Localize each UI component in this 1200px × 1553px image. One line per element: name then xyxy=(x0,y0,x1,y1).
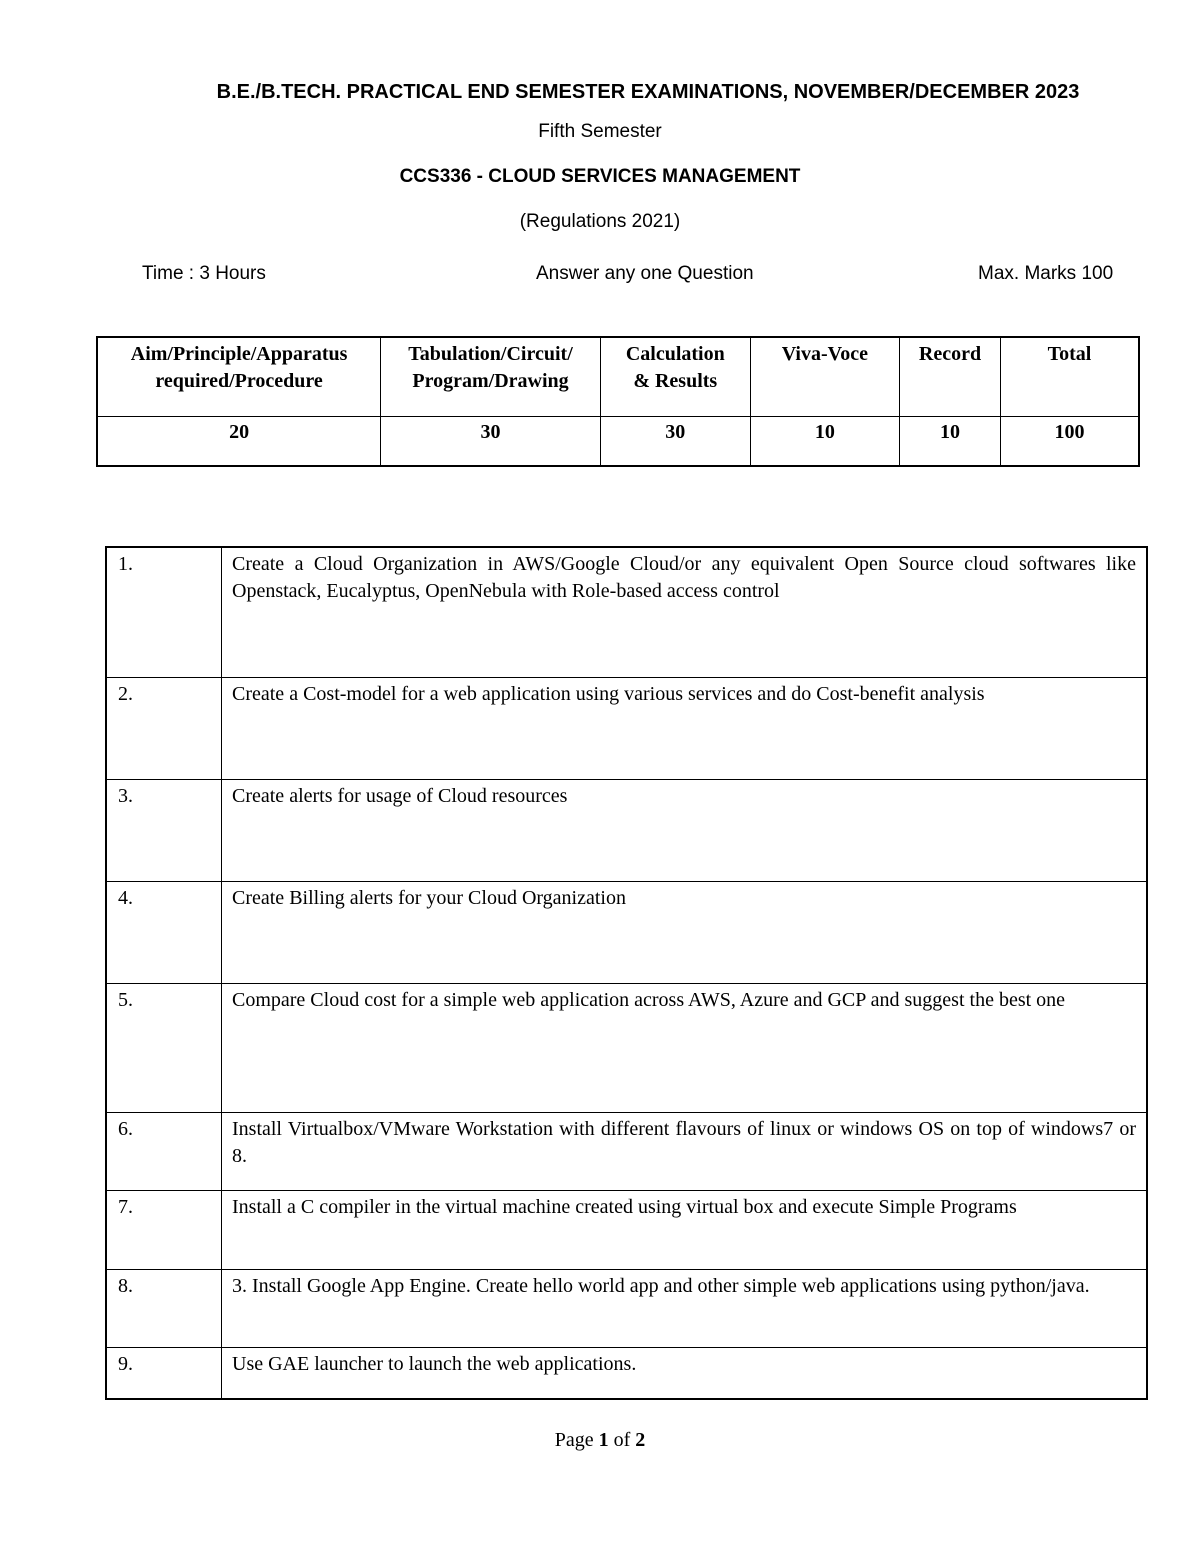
question-text: Use GAE launcher to launch the web applications. xyxy=(222,1347,1148,1399)
marks-value-cell: 10 xyxy=(750,417,899,467)
page-word: Page xyxy=(554,1429,594,1451)
marks-header-cell: Total xyxy=(1000,337,1139,417)
question-number: 9. xyxy=(106,1347,222,1399)
marks-header-cell: Viva-Voce xyxy=(750,337,899,417)
question-number: 1. xyxy=(106,547,222,677)
marks-header-cell: Tabulation/Circuit/ Program/Drawing xyxy=(381,337,601,417)
question-row xyxy=(106,547,1147,677)
total-page-number: 2 xyxy=(635,1429,646,1451)
question-row xyxy=(106,779,1147,881)
question-row xyxy=(106,881,1147,983)
question-number: 4. xyxy=(106,881,222,983)
current-page-number: 1 xyxy=(598,1429,609,1451)
marks-table-values-row xyxy=(97,417,1139,467)
max-marks-label: Max. Marks 100 xyxy=(978,263,1114,284)
question-row xyxy=(106,1269,1147,1347)
exam-title: B.E./B.TECH. PRACTICAL END SEMESTER EXAMINATIONS, NOVEMBER/DECEMBER 2023 xyxy=(216,81,1080,103)
question-row xyxy=(106,1347,1147,1399)
question-text: Install Virtualbox/VMware Workstation with different flavours of linux or windows OS on top of windows7 or 8. xyxy=(222,1112,1148,1190)
question-number: 8. xyxy=(106,1269,222,1347)
marks-value-cell: 30 xyxy=(600,417,750,467)
question-row xyxy=(106,983,1147,1112)
question-text: Create a Cost-model for a web application using various services and do Cost-benefit analysis xyxy=(222,677,1148,779)
question-text: Install a C compiler in the virtual machine created using virtual box and execute Simple Programs xyxy=(222,1190,1148,1269)
marks-header-cell: Calculation & Results xyxy=(600,337,750,417)
marks-value-cell: 10 xyxy=(900,417,1001,467)
course-title: CCS336 - CLOUD SERVICES MANAGEMENT xyxy=(399,166,801,187)
page-footer xyxy=(0,1429,1200,1452)
question-text: Compare Cloud cost for a simple web application across AWS, Azure and GCP and suggest the best one xyxy=(222,983,1148,1112)
question-number: 5. xyxy=(106,983,222,1112)
question-text: Create alerts for usage of Cloud resources xyxy=(222,779,1148,881)
question-row xyxy=(106,1112,1147,1190)
marks-distribution-table xyxy=(96,336,1140,467)
time-label: Time : 3 Hours xyxy=(142,263,266,284)
questions-table xyxy=(105,546,1148,1400)
marks-value-cell: 100 xyxy=(1000,417,1139,467)
marks-value-cell: 20 xyxy=(97,417,381,467)
question-text: 3. Install Google App Engine. Create hello world app and other simple web applications using python/java. xyxy=(222,1269,1148,1347)
marks-table-header-row xyxy=(97,337,1139,417)
question-text: Create a Cloud Organization in AWS/Google Cloud/or any equivalent Open Source cloud softwares like Openstack, Eucalyptus, OpenNebula with Role-based access control xyxy=(222,547,1148,677)
instruction-label: Answer any one Question xyxy=(536,263,754,284)
semester-label: Fifth Semester xyxy=(538,121,662,142)
question-number: 3. xyxy=(106,779,222,881)
question-number: 7. xyxy=(106,1190,222,1269)
question-number: 6. xyxy=(106,1112,222,1190)
question-number: 2. xyxy=(106,677,222,779)
question-text: Create Billing alerts for your Cloud Organization xyxy=(222,881,1148,983)
question-row xyxy=(106,677,1147,779)
question-row xyxy=(106,1190,1147,1269)
marks-header-cell: Aim/Principle/Apparatus required/Procedure xyxy=(97,337,381,417)
marks-value-cell: 30 xyxy=(381,417,601,467)
of-word: of xyxy=(613,1429,631,1451)
regulations-label: (Regulations 2021) xyxy=(519,211,681,232)
marks-header-cell: Record xyxy=(900,337,1001,417)
